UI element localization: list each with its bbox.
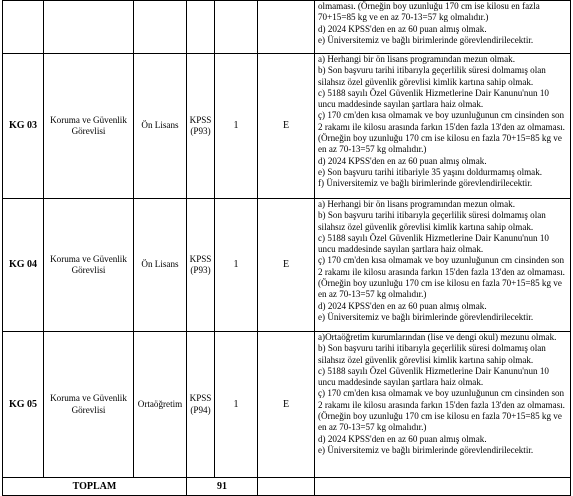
requirement-line: b) Son başvuru tarihi itibarıyla geçerlilik süresi dolmamış olan silahsız özel güvenlik görevlisi kimlik kartına sahip olmak.	[318, 65, 546, 87]
requirement-line: e) Üniversitemiz ve bağlı birimlerinde görevlendirilecektir.	[318, 444, 534, 455]
requirement-line: e) Üniversitemiz ve bağlı birimlerinde görevlendirilecektir.	[318, 311, 534, 322]
requirement-line: d) 2024 KPSS'den en az 60 puan almış olmak.	[318, 23, 487, 34]
education-level	[134, 1, 187, 54]
position-quantity: 1	[215, 332, 258, 478]
kpss-group	[187, 1, 215, 54]
position-gender: E	[258, 54, 315, 199]
kpss-score-type: (P93)	[190, 265, 211, 275]
kpss-code: KPSS	[189, 253, 212, 264]
requirement-line: 70+15=85 kg ve en az 70-13=57 kg olmalıdır.)	[318, 12, 489, 23]
requirements-cell	[315, 332, 571, 478]
position-quantity: 1	[215, 54, 258, 199]
requirement-line: e) Üniversitemiz ve bağlı birimlerinde görevlendirilecektir.	[318, 34, 534, 45]
requirement-line: ç) 170 cm'den kısa olmamak ve boy uzunluğunun cm cinsinden son 2 rakamı ile kilosu arasında farkın 15'den fazla 13'den az olmaması. (Örneğin boy uzunluğu 170 cm ise kilosu en fazla 70+15=85 kg ve en az 70-13=57 kg olmalıdır.)	[318, 110, 565, 155]
kpss-score-type: (P94)	[190, 404, 211, 415]
position-gender: E	[258, 199, 315, 332]
total-label: TOPLAM	[3, 478, 187, 496]
position-title: Koruma ve Güvenlik Görevlisi	[44, 54, 134, 199]
position-quantity	[215, 1, 258, 54]
requirement-line: d) 2024 KPSS'den en az 60 puan almış olmak.	[318, 433, 487, 444]
requirement-line: olmaması. (Örneğin boy uzunluğu 170 cm ise kilosu en fazla	[318, 1, 540, 11]
position-title: Koruma ve Güvenlik Görevlisi	[44, 332, 134, 478]
requirement-line: d) 2024 KPSS'den en az 60 puan almış olmak.	[318, 155, 487, 166]
kpss-group	[187, 332, 215, 478]
total-value: 91	[187, 478, 258, 496]
position-code: KG 03	[3, 54, 44, 199]
table-row	[3, 199, 571, 332]
empty-cell	[258, 478, 315, 496]
education-level: Ortaöğretim	[134, 332, 187, 478]
requirements-cell	[315, 54, 571, 199]
requirements-cell	[315, 1, 571, 54]
requirement-line: b) Son başvuru tarihi itibarıyla geçerlilik süresi dolmamış olan silahsız özel güvenlik görevlisi kimlik kartına sahip olmak.	[318, 343, 546, 365]
requirement-line: c) 5188 sayılı Özel Güvenlik Hizmetlerine Dair Kanunu'nun 10 uncu maddesinde sayılan şartlara haiz olmak.	[318, 232, 549, 255]
table-row	[3, 1, 571, 54]
position-gender: E	[258, 332, 315, 478]
education-level: Ön Lisans	[134, 54, 187, 199]
requirement-line: c) 5188 sayılı Özel Güvenlik Hizmetlerine Dair Kanunu'nun 10 uncu maddesinde sayılan şartlara haiz olmak.	[318, 365, 549, 388]
position-title: Koruma ve Güvenlik Görevlisi	[44, 199, 134, 332]
position-code	[3, 1, 44, 54]
kpss-score-type: (P93)	[190, 126, 211, 136]
position-code: KG 05	[3, 332, 44, 478]
table-row	[3, 332, 571, 478]
requirement-line: e) Son başvuru tarihi itibariyle 35 yaşını doldurmamış olmak.	[318, 166, 543, 177]
education-level: Ön Lisans	[134, 199, 187, 332]
requirement-line: d) 2024 KPSS'den en az 60 puan almış olmak.	[318, 300, 487, 311]
position-title	[44, 1, 134, 54]
requirements-cell	[315, 199, 571, 332]
requirement-line: a) Herhangi bir ön lisans programından mezun olmak.	[318, 199, 515, 209]
requirement-line: ç) 170 cm'den kısa olmamak ve boy uzunluğunun cm cinsinden son 2 rakamı ile kilosu arasında farkın 15'den fazla 13'den az olmaması. (Örneğin boy uzunluğu 170 cm ise kilosu en fazla 70+15=85 kg ve en az 70-13=57 kg olmalıdır.)	[318, 388, 565, 433]
requirement-line: c) 5188 sayılı Özel Güvenlik Hizmetlerine Dair Kanunu'nun 10 uncu maddesinde sayılan şartlara haiz olmak.	[318, 87, 549, 110]
requirement-line: a)Ortaöğretim kurumlarından (lise ve dengi okul) mezunu olmak.	[318, 332, 557, 342]
position-gender	[258, 1, 315, 54]
requirement-line: b) Son başvuru tarihi itibarıyla geçerlilik süresi dolmamış olan silahsız özel güvenlik görevlisi kimlik kartına sahip olmak.	[318, 210, 546, 232]
positions-table	[2, 0, 571, 496]
total-row	[3, 478, 571, 496]
empty-cell	[315, 478, 571, 496]
requirement-line: f) Üniversitemiz ve bağlı birimlerinde görevlendirilecektir.	[318, 178, 533, 189]
table-row	[3, 54, 571, 199]
requirement-line: a) Herhangi bir ön lisans programından mezun olmak.	[318, 54, 515, 64]
kpss-group	[187, 199, 215, 332]
kpss-code: KPSS	[189, 114, 212, 125]
kpss-code: KPSS	[189, 393, 212, 404]
position-code: KG 04	[3, 199, 44, 332]
kpss-group	[187, 54, 215, 199]
requirement-line: ç) 170 cm'den kısa olmamak ve boy uzunluğunun cm cinsinden son 2 rakamı ile kilosu arasında farkın 15'den fazla 13'den az olmaması. (Örneğin boy uzunluğu 170 cm ise kilosu en fazla 70+15=85 kg ve en az 70-13=57 kg olmalıdır.)	[318, 255, 565, 300]
position-quantity: 1	[215, 199, 258, 332]
